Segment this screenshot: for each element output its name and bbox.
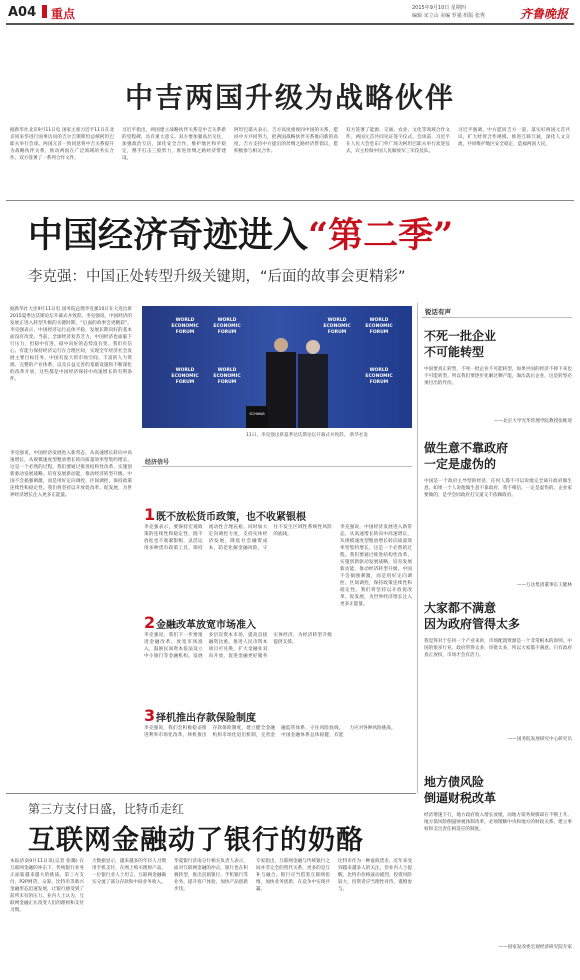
speaker-figure-right: [306, 340, 320, 354]
sidebar-text-4: 经济增速下行，地方政府收入增长放缓，而地方债务规模却在不断上升。地方债风险倒逼财税体制改革，必须理顺中央和地方的财政关系，建立事权和支出责任相适应的制度。: [424, 813, 572, 832]
article3-col2: 大数据显示，越来越多的年轻人习惯用手机支付，在网上购买理财产品。一位银行业人士坦言，互联网金融确实分流了部分存款和中间业务收入。: [92, 859, 166, 885]
page-number: A04: [8, 5, 37, 20]
article1-title: 中吉两国升级为战略伙伴: [124, 81, 455, 114]
sidebar-quote-3: ——国务院发展研究中心研究员: [507, 737, 572, 742]
forum-banner-5: WORLD ECONOMIC FORUM: [171, 368, 199, 385]
sidebar-rule: [422, 317, 572, 318]
sidebar-text-2: 中国是一个政府主导型的经济，任何人都不可以说他完全离开政府做生意。如果一个人说他做生意不靠政府，我不相信，一定是虚伪的。企业家要做的，是学会同政府打交道又不依赖政府。: [424, 479, 572, 498]
divider: [6, 793, 416, 794]
article1-col3: 阿坦巴耶夫表示，吉方高度重视同中国的关系，愿同中方共同努力，把两国战略伙伴关系推向新的高度。吉方支持中方提出的丝绸之路经济带倡议，愿积极参与相关合作。: [234, 128, 338, 154]
sidebar-quote-2: ——万达集团董事长王健林: [516, 583, 572, 588]
forum-banner-7: WORLD ECONOMIC FORUM: [365, 368, 393, 385]
newspaper-logo: 齐鲁晚报: [520, 7, 569, 21]
article3-col3: 华夏银行济南分行相关负责人表示，面对互联网金融的冲击，银行也在积极转型，推出直销银行、手机银行等业务，提升客户体验，加快产品创新步伐。: [174, 859, 248, 892]
article2-lead-cont: 李克强说，中国经济发展进入新常态，从高速增长转向中高速增长，从规模速度型粗放增长转向质量效率型集约增长，这是一个必然的过程。我们要通过推进结构性改革、实施创新驱动发展战略、培育发展新动能，推动经济转型升级。中国不会搞强刺激，而是用好定向调控、区间调控，保持政策连续性和稳定性。我们将坚持以开放促改革、促发展，为世界经济增长注入更多正能量。: [10, 451, 132, 498]
article2-subtitle: 李克强：中国正处转型升级关键期，“后面的故事会更精彩”: [28, 269, 406, 285]
article1-col4: 双方签署了能源、交通、农业、文化等领域合作文件。两国元首共同见证签字仪式。会谈前，习近平在人民大会堂东门外广场为阿坦巴耶夫举行欢迎仪式，宾主检阅中国人民解放军三军仪仗队。: [346, 128, 450, 154]
article2-title-highlight: “第二季”: [308, 215, 454, 256]
article3-col5: 比特币作为一种虚拟货币，近年来受到越来越多人的关注。但业内人士提醒，比特币价格波动剧烈，投资风险较大，投资者应当理性对待，谨慎参与。: [338, 859, 412, 892]
header-date: 2015年9月10日 星期四: [412, 5, 466, 11]
signal-2-number: 2: [144, 613, 156, 632]
article1-col1: 据新华社北京9月11日电 国家主席习近平11日在北京同来华进行国事访问的吉尔吉斯斯坦总统阿坦巴耶夫举行会谈。两国元首一致同意将中吉关系提升为战略伙伴关系，推动两国在广泛领域的务实合作。双方签署了一系列合作文件。: [10, 128, 114, 161]
photo-caption: 11日，李克强出席夏季达沃斯论坛开幕式并致辞。 新华社发: [246, 433, 369, 438]
article3-col1: 本报济南9月11日讯(记者 张璐) 在互联网金融的冲击下，传统银行业务正面临越来越大的挑战。第三方支付、P2P网贷、众筹、比特币等新兴金融形态迅速发展，让银行感受到了前所未有的压力。业内人士认为，互联网金融正在改变人们的理财和支付习惯。: [10, 859, 84, 913]
divider: [6, 200, 574, 201]
sidebar-quote-1: ——北京大学光华管理学院教授张维迎: [493, 419, 572, 424]
signals-extra-col: 李克强说，中国经济发展进入新常态，从高速增长转向中高速增长，从规模速度型粗放增长转向质量效率型集约增长，这是一个必然的过程。我们要通过推进结构性改革、实施创新驱动发展战略、培育发展新动能，推动经济转型升级。中国不会搞强刺激，而是用好定向调控、区间调控，保持政策连续性和稳定性。我们将坚持以开放促改革、促发展，为世界经济增长注入更多正能量。: [340, 525, 412, 607]
article3-title: 互联网金融动了银行的奶酪: [28, 825, 364, 856]
forum-banner-1: WORLD ECONOMIC FORUM: [171, 318, 199, 335]
article2-lead: 据新华社大连9月11日电 国务院总理李克强10日在大连出席2015夏季达沃斯论坛开幕式并致辞。李克强说，中国经济的发展正进入转型升级的关键时期，“后面的故事会更精彩”。李克强表示，中国经济运行总体平稳，发展长期向好的基本面没有改变。当前，全球经济复苏乏力，中国经济也面临下行压力，但稳中有进、稳中向好的态势没有变。我们有信心、有能力保持经济运行在合理区间，实现全年经济社会发展主要目标任务。中国有庞大的市场空间、丰富的人力资源、完整的产业体系，以及日益完善的基础设施和不断深化的改革开放，这些都是中国经济保持中高速增长的有利条件。: [10, 307, 132, 382]
article1-col2: 习近平指出，两国建立战略伙伴关系是中吉关系新的里程碑，具有重大意义。双方要加强高层交往，加强政治互信，深化安全合作，维护地区和平稳定，携手打击三股势力，推进丝绸之路经济带建设。: [122, 128, 226, 161]
sidebar-headline-1: 不死一批企业 不可能转型: [424, 329, 497, 359]
forum-banner-6: WORLD ECONOMIC FORUM: [213, 368, 241, 385]
signal-2-title: 金融改革放宽市场准入: [156, 620, 256, 631]
article1-col5: 习近平强调，中方愿同吉方一道，落实好两国元首共识，扩大经贸合作规模，推进互联互通，深化人文交流，共同维护地区安全稳定，造福两国人民。: [458, 128, 570, 147]
sidebar-quote-4: ——国家发改委宏观经济研究院专家: [498, 945, 572, 950]
article3-kicker: 第三方支付日盛，比特币走红: [28, 802, 185, 816]
sidebar-headline-4: 地方债风险 倒逼财税改革: [424, 775, 497, 805]
signal-1-number: 1: [144, 505, 156, 524]
signal-3-title: 择机推出存款保险制度: [156, 713, 256, 724]
header-editors: 编辑 宋立山 美编 罗强 组版 张秀: [412, 13, 485, 19]
forum-banner-3: WORLD ECONOMIC FORUM: [323, 318, 351, 335]
podium: [246, 406, 268, 428]
signals-label: 经济信号: [145, 459, 170, 466]
signals-rule: [142, 466, 412, 467]
podium-label: SCHWAB: [249, 412, 265, 416]
forum-banner-2: WORLD ECONOMIC FORUM: [213, 318, 241, 335]
sidebar-label: 锐话有声: [425, 308, 451, 316]
section-badge: [42, 5, 47, 18]
speaker-suit-right: [298, 354, 328, 428]
signal-1-title: 既不放松货币政策，也不收紧银根: [156, 512, 306, 523]
page-header: [0, 0, 580, 24]
sidebar-headline-2: 做生意不靠政府 一定是虚伪的: [424, 441, 509, 471]
signal-3-text: 李克强说，我们会积极稳妥推进利率市场化改革，择机推出存款保险制度，建立健全金融机构市场化退出机制，完善金融监管体系，守住风险底线。中国金融体系总体稳健，有能力应对各种风险挑战。: [144, 726, 396, 738]
signal-1-text: 李克强表示，要保持宏观政策的连续性和稳定性，既不放松也不收紧银根，灵活运用多种货币政策工具，保持流动性合理充裕。同时加大定向调控力度，支持实体经济发展，降低社会融资成本，防范化解金融风险，守住不发生区域性系统性风险的底线。: [144, 525, 332, 551]
signal-2-text: 李克强说，我们下一步要推进金融改革，放宽市场准入，鼓励民间资本依法设立中小银行等金融机构。发展多层次资本市场，提高直接融资比重。推进人民币资本项目可兑换，扩大金融业双向开放，促进金融更好服务实体经济，为经济转型升级提供支撑。: [144, 633, 332, 659]
section-name: 重点: [51, 7, 76, 21]
article3-col4: 专家指出，互联网金融与传统银行之间并非完全的替代关系，更多的是互补与融合。银行应当借鉴互联网思维，加快业务创新，在竞争中实现共赢。: [256, 859, 330, 892]
sidebar-text-3: 我觉得对于任何一个产业来讲，市场配置资源是一个非常根本的原则。中国的很多行业，政府管得太多，审批太多，所以大家都不满意。只有政府真正放权，市场才会有活力。: [424, 639, 572, 658]
speaker-suit-left: [266, 352, 296, 428]
forum-photo: [142, 306, 412, 428]
article2-title: [28, 208, 453, 258]
article2-title-main: 中国经济奇迹进入: [28, 215, 309, 256]
sidebar-headline-3: 大家都不满意 因为政府管得太多: [424, 601, 521, 631]
speaker-figure-left: [274, 338, 288, 352]
header-rule: [6, 23, 574, 25]
forum-banner-4: WORLD ECONOMIC FORUM: [365, 318, 393, 335]
sidebar-divider: [417, 303, 418, 793]
signal-3-number: 3: [144, 706, 156, 725]
sidebar-text-1: 中国要真正转型，不死一批企业不可能转型，如果中国的经济不掉下来也不可能转型。所以我们要逐步化解过剩产能，淘汰落后企业，这是转型必须付出的代价。: [424, 367, 572, 386]
